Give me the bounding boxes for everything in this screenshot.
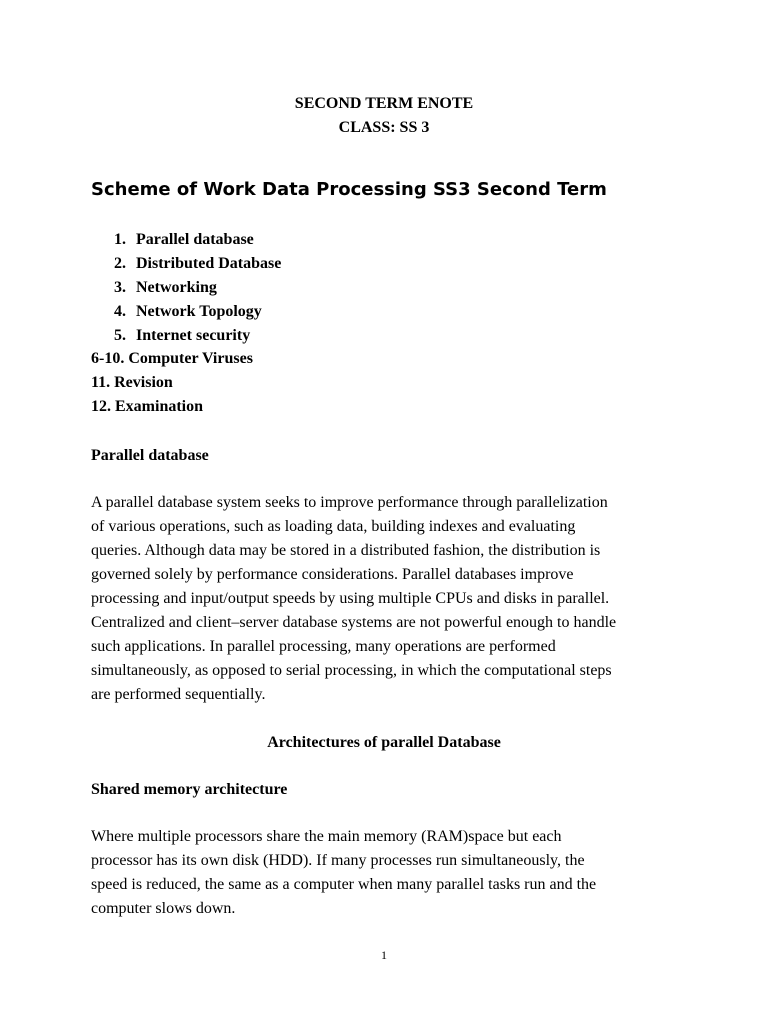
list-item-number: 3. [114, 279, 126, 296]
section-heading-architectures: Architectures of parallel Database [267, 734, 501, 751]
header-term: SECOND TERM ENOTE [294, 95, 474, 112]
paragraph-line: are performed sequentially. [91, 686, 266, 703]
paragraph-line: processor has its own disk (HDD). If many processes run simultaneously, the [91, 852, 585, 869]
section-heading-shared-memory: Shared memory architecture [91, 781, 288, 798]
list-item-label: Distributed Database [136, 255, 282, 272]
paragraph-line: computer slows down. [91, 900, 236, 917]
paragraph-line: of various operations, such as loading data, building indexes and evaluating [91, 518, 576, 535]
list-item-label: Networking [136, 279, 217, 296]
paragraph-line: such applications. In parallel processing, many operations are performed [91, 638, 556, 655]
list-item-number: 2. [114, 255, 126, 272]
list-item-label: Network Topology [136, 303, 262, 320]
paragraph-line: processing and input/output speeds by using multiple CPUs and disks in parallel. [91, 590, 610, 607]
shared-memory-paragraph [91, 825, 681, 921]
list-item-number: 4. [114, 303, 126, 320]
section-heading-parallel-database: Parallel database [91, 447, 209, 464]
list-item-label: Parallel database [136, 231, 254, 248]
page-title: Scheme of Work Data Processing SS3 Second Term [91, 179, 607, 200]
list-item-number: 5. [114, 327, 126, 344]
list-item-label: Internet security [136, 327, 251, 344]
list-item-examination: 12. Examination [91, 398, 204, 415]
parallel-database-paragraph [91, 491, 681, 707]
paragraph-line: Centralized and client–server database systems are not powerful enough to handle [91, 614, 617, 631]
paragraph-line: Where multiple processors share the main memory (RAM)space but each [91, 828, 562, 845]
list-item-computer-viruses: 6-10. Computer Viruses [91, 350, 253, 367]
list-item-number: 1. [114, 231, 126, 248]
paragraph-line: governed solely by performance considerations. Parallel databases improve [91, 566, 574, 583]
header-class: CLASS: SS 3 [338, 119, 430, 136]
list-item-revision: 11. Revision [91, 374, 173, 391]
paragraph-line: A parallel database system seeks to improve performance through parallelization [91, 494, 608, 511]
paragraph-line: simultaneously, as opposed to serial processing, in which the computational steps [91, 662, 612, 679]
page-number: 1 [381, 948, 387, 962]
paragraph-line: queries. Although data may be stored in a distributed fashion, the distribution is [91, 542, 601, 559]
paragraph-line: speed is reduced, the same as a computer when many parallel tasks run and the [91, 876, 597, 893]
